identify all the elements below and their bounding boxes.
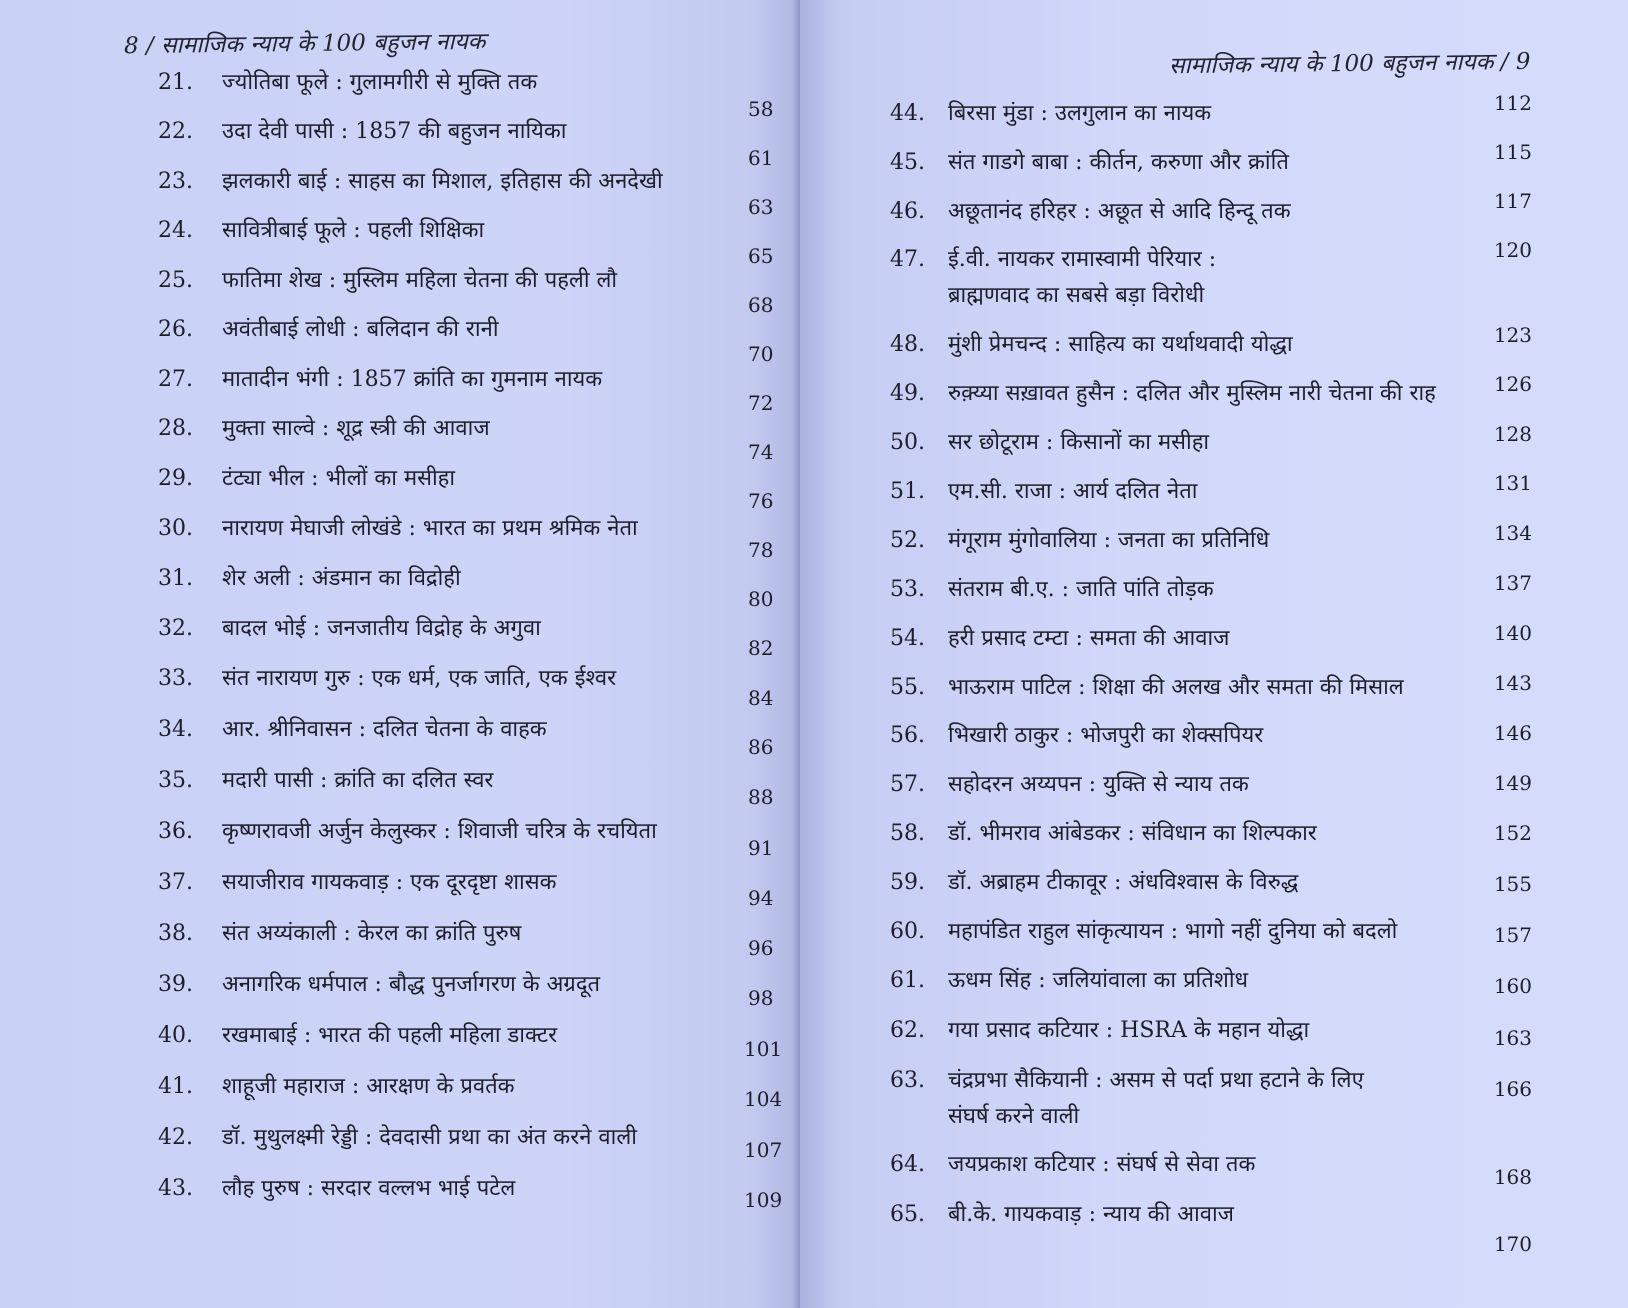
entry-number: 54. (890, 626, 925, 651)
entry-title: रखमाबाई : भारत की पहली महिला डाक्टर (222, 1023, 558, 1048)
entry-page-number: 128 (1493, 422, 1532, 446)
right-page (800, 0, 1628, 1308)
entry-title: मातादीन भंगी : 1857 क्रांति का गुमनाम नायक (222, 367, 603, 392)
entry-title: ऊधम सिंह : जलियांवाला का प्रतिशोध (948, 968, 1249, 993)
left-page (0, 0, 800, 1308)
entry-page-number: 149 (1493, 771, 1532, 795)
entry-page-number: 72 (748, 391, 774, 415)
entry-page-number: 88 (748, 785, 774, 809)
entry-title: मुंशी प्रेमचन्द : साहित्य का यर्थाथवादी योद्धा (948, 332, 1293, 357)
entry-number: 28. (158, 416, 193, 441)
entry-number: 24. (158, 218, 193, 243)
entry-page-number: 109 (744, 1188, 783, 1212)
entry-number: 35. (158, 768, 193, 793)
entry-title: मदारी पासी : क्रांति का दलित स्वर (222, 768, 494, 793)
entry-page-number: 107 (744, 1138, 783, 1162)
entry-number: 43. (158, 1176, 193, 1201)
entry-page-number: 163 (1493, 1026, 1532, 1050)
entry-title: नारायण मेघाजी लोखंडे : भारत का प्रथम श्रमिक नेता (222, 516, 638, 541)
entry-title: बिरसा मुंडा : उलगुलान का नायक (948, 101, 1212, 126)
toc-list-left (0, 0, 800, 1308)
entry-page-number: 104 (744, 1087, 783, 1111)
entry-title: मुक्ता साल्वे : शूद्र स्त्री की आवाज (222, 416, 490, 441)
entry-page-number: 126 (1493, 372, 1532, 396)
entry-number: 41. (158, 1074, 193, 1099)
entry-title: संत अय्यंकाली : केरल का क्रांति पुरुष (222, 921, 522, 946)
entry-page-number: 68 (748, 293, 774, 317)
entry-title: अवंतीबाई लोधी : बलिदान की रानी (222, 317, 499, 342)
entry-title: डॉ. मुथुलक्ष्मी रेड्डी : देवदासी प्रथा का अंत करने वाली (222, 1125, 637, 1150)
entry-number: 33. (158, 666, 193, 691)
entry-title: आर. श्रीनिवासन : दलित चेतना के वाहक (222, 717, 547, 742)
entry-number: 53. (890, 577, 925, 602)
entry-page-number: 152 (1493, 821, 1532, 845)
entry-title: बी.के. गायकवाड़ : न्याय की आवाज (948, 1202, 1235, 1227)
entry-page-number: 98 (748, 986, 774, 1010)
entry-number: 25. (158, 268, 193, 293)
entry-title: उदा देवी पासी : 1857 की बहुजन नायिका (222, 119, 567, 144)
entry-page-number: 84 (748, 686, 774, 710)
entry-number: 37. (158, 870, 193, 895)
entry-page-number: 160 (1493, 974, 1532, 998)
entry-number: 27. (158, 367, 193, 392)
entry-title-continued: ब्राह्मणवाद का सबसे बड़ा विरोधी (948, 283, 1205, 308)
entry-page-number: 82 (748, 636, 774, 660)
entry-title: सावित्रीबाई फूले : पहली शिक्षिका (222, 218, 485, 243)
entry-page-number: 112 (1493, 91, 1532, 115)
entry-number: 38. (158, 921, 193, 946)
entry-page-number: 74 (748, 440, 774, 464)
entry-page-number: 86 (748, 735, 774, 759)
entry-title: ज्योतिबा फूले : गुलामगीरी से मुक्ति तक (222, 70, 538, 95)
entry-page-number: 80 (748, 587, 774, 611)
entry-title: सहोदरन अय्यपन : युक्ति से न्याय तक (948, 772, 1249, 797)
entry-number: 39. (158, 972, 193, 997)
entry-title: फातिमा शेख : मुस्लिम महिला चेतना की पहली लौ (222, 268, 618, 293)
entry-number: 52. (890, 528, 925, 553)
entry-title: टंट्या भील : भीलों का मसीहा (222, 466, 456, 491)
toc-list-right (800, 0, 1628, 1308)
entry-number: 22. (158, 119, 193, 144)
entry-title: महापंडित राहुल सांकृत्यायन : भागो नहीं दुनिया को बदलो (948, 919, 1398, 944)
entry-number: 57. (890, 772, 925, 797)
entry-number: 50. (890, 430, 925, 455)
entry-number: 21. (158, 70, 193, 95)
entry-title: मंगूराम मुंगोवालिया : जनता का प्रतिनिधि (948, 528, 1270, 553)
entry-title: सर छोटूराम : किसानों का मसीहा (948, 430, 1210, 455)
entry-page-number: 101 (744, 1037, 783, 1061)
entry-title: गया प्रसाद कटियार : HSRA के महान योद्धा (948, 1018, 1310, 1043)
entry-page-number: 70 (748, 342, 774, 366)
entry-number: 65. (890, 1202, 925, 1227)
entry-title: शेर अली : अंडमान का विद्रोही (222, 566, 461, 591)
entry-number: 62. (890, 1018, 925, 1043)
entry-title: संत नारायण गुरु : एक धर्म, एक जाति, एक ईश्वर (222, 666, 617, 691)
entry-number: 36. (158, 819, 193, 844)
entry-title: डॉ. भीमराव आंबेडकर : संविधान का शिल्पकार (948, 821, 1317, 846)
entry-title: अनागरिक धर्मपाल : बौद्ध पुनर्जागरण के अग्रदूत (222, 972, 601, 997)
entry-number: 63. (890, 1068, 925, 1093)
entry-title: ई.वी. नायकर रामास्वामी पेरियार : (948, 247, 1217, 272)
entry-number: 30. (158, 516, 193, 541)
entry-page-number: 140 (1493, 621, 1532, 645)
entry-page-number: 117 (1493, 189, 1532, 213)
entry-page-number: 166 (1493, 1077, 1532, 1101)
entry-number: 47. (890, 247, 925, 272)
entry-page-number: 58 (748, 97, 774, 121)
entry-title-continued: संघर्ष करने वाली (948, 1104, 1080, 1129)
entry-page-number: 65 (748, 244, 774, 268)
entry-page-number: 123 (1493, 323, 1532, 347)
entry-number: 29. (158, 466, 193, 491)
entry-number: 56. (890, 723, 925, 748)
entry-page-number: 168 (1493, 1165, 1532, 1189)
entry-page-number: 76 (748, 489, 774, 513)
entry-title: झलकारी बाई : साहस का मिशाल, इतिहास की अनदेखी (222, 169, 663, 194)
entry-page-number: 94 (748, 886, 774, 910)
entry-number: 60. (890, 919, 925, 944)
entry-page-number: 143 (1493, 671, 1532, 695)
entry-number: 59. (890, 870, 925, 895)
entry-page-number: 131 (1493, 471, 1532, 495)
running-head-left: 8 / सामाजिक न्याय के 100 बहुजन नायक (123, 28, 486, 60)
entry-page-number: 61 (748, 146, 774, 170)
entry-page-number: 170 (1493, 1232, 1532, 1256)
entry-page-number: 137 (1493, 571, 1532, 595)
entry-page-number: 63 (748, 195, 774, 219)
entry-title: भिखारी ठाकुर : भोजपुरी का शेक्सपियर (948, 723, 1264, 748)
entry-title: रुक़्य्या सख़ावत हुसैन : दलित और मुस्लिम नारी चेतना की राह (948, 381, 1436, 406)
entry-title: संत गाडगे बाबा : कीर्तन, करुणा और क्रांति (948, 150, 1289, 175)
entry-number: 45. (890, 150, 925, 175)
entry-title: कृष्णरावजी अर्जुन केलुस्कर : शिवाजी चरित्र के रचयिता (222, 819, 657, 844)
entry-page-number: 146 (1493, 721, 1532, 745)
running-head-right: सामाजिक न्याय के 100 बहुजन नायक / 9 (1168, 48, 1531, 80)
entry-number: 64. (890, 1152, 925, 1177)
entry-number: 51. (890, 479, 925, 504)
entry-page-number: 157 (1493, 923, 1532, 947)
entry-number: 26. (158, 317, 193, 342)
entry-number: 42. (158, 1125, 193, 1150)
entry-page-number: 120 (1493, 238, 1532, 262)
entry-title: भाऊराम पाटिल : शिक्षा की अलख और समता की मिसाल (948, 675, 1404, 700)
entry-title: डॉ. अब्राहम टीकावूर : अंधविश्वास के विरुद्ध (948, 870, 1299, 895)
entry-page-number: 78 (748, 538, 774, 562)
entry-number: 31. (158, 566, 193, 591)
entry-number: 40. (158, 1023, 193, 1048)
entry-page-number: 91 (748, 836, 774, 860)
entry-page-number: 134 (1493, 521, 1532, 545)
entry-title: लौह पुरुष : सरदार वल्लभ भाई पटेल (222, 1176, 516, 1201)
entry-page-number: 115 (1493, 140, 1532, 164)
entry-title: एम.सी. राजा : आर्य दलित नेता (948, 479, 1198, 504)
entry-page-number: 155 (1493, 872, 1532, 896)
entry-number: 44. (890, 101, 925, 126)
entry-number: 23. (158, 169, 193, 194)
entry-title: संतराम बी.ए. : जाति पांति तोड़क (948, 577, 1214, 602)
entry-number: 61. (890, 968, 925, 993)
entry-number: 46. (890, 199, 925, 224)
entry-title: बादल भोई : जनजातीय विद्रोह के अगुवा (222, 616, 541, 641)
entry-number: 55. (890, 675, 925, 700)
entry-title: अछूतानंद हरिहर : अछूत से आदि हिन्दू तक (948, 199, 1291, 224)
entry-number: 58. (890, 821, 925, 846)
entry-number: 48. (890, 332, 925, 357)
entry-number: 34. (158, 717, 193, 742)
entry-title: सयाजीराव गायकवाड़ : एक दूरदृष्टा शासक (222, 870, 557, 895)
entry-number: 32. (158, 616, 193, 641)
entry-title: चंद्रप्रभा सैकियानी : असम से पर्दा प्रथा हटाने के लिए (948, 1068, 1364, 1093)
entry-page-number: 96 (748, 936, 774, 960)
entry-title: हरी प्रसाद टम्टा : समता की आवाज (948, 626, 1230, 651)
entry-number: 49. (890, 381, 925, 406)
entry-title: जयप्रकाश कटियार : संघर्ष से सेवा तक (948, 1152, 1256, 1177)
entry-title: शाहूजी महाराज : आरक्षण के प्रवर्तक (222, 1074, 515, 1099)
